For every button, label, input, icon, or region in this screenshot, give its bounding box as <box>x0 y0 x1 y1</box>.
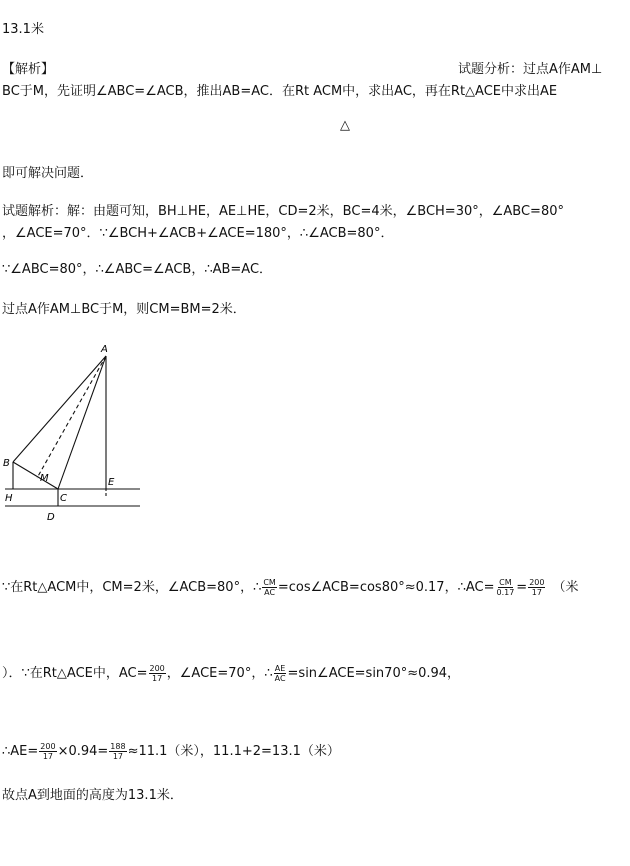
fraction-188-17 <box>109 742 126 761</box>
solution-line3: ∵∠ABC=80°，∴∠ABC=∠ACB，∴AB=AC． <box>2 262 273 277</box>
conclusion-line: 故点A到地面的高度为13.1米． <box>2 788 183 803</box>
fraction-numerator: AE <box>274 664 286 673</box>
fraction-numerator: CM <box>263 578 276 587</box>
line-AC <box>58 356 106 489</box>
geometry-figure <box>0 338 150 528</box>
fraction-denominator: 17 <box>152 674 163 683</box>
fraction-numerator: 200 <box>529 578 545 587</box>
line6-text-c: =sin∠ACE=sin70°≈0.94， <box>287 666 461 681</box>
analysis-tag: 【解析】 <box>2 62 55 77</box>
line5-text-a: ∵在Rt△ACM中，CM=2米，∠ACB=80°，∴ <box>2 580 262 595</box>
fraction-numerator: 188 <box>110 742 126 751</box>
fraction-denominator: AC <box>264 588 276 597</box>
analysis-summary-line3: 即可解决问题． <box>2 166 94 181</box>
answer-line: 13.1米 <box>2 22 44 37</box>
line6-text-b: ，∠ACE=70°，∴ <box>166 666 273 681</box>
fraction-cm-017 <box>495 578 515 597</box>
fraction-200-17 <box>149 664 166 683</box>
label-H: H <box>5 493 13 504</box>
line7-text-b: ×0.94= <box>57 744 109 759</box>
fraction-numerator: CM <box>499 578 512 587</box>
line7-text-a: ∴AE= <box>2 744 39 759</box>
analysis-summary-line2: BC于M，先证明∠ABC=∠ACB，推出AB=AC．在Rt ACM中，求出AC，再在Rt△ACE中求出AE <box>2 84 558 99</box>
line5-text-d: （米 <box>552 580 579 595</box>
fraction-denominator: 17 <box>112 752 124 761</box>
line6-text-a: ）．∵在Rt△ACE中，AC= <box>2 666 148 681</box>
fraction-200-17 <box>39 742 56 761</box>
label-B: B <box>3 458 10 469</box>
fraction-numerator: 200 <box>149 664 165 673</box>
line5-text-c: = <box>516 580 528 595</box>
fraction-denominator: 17 <box>42 752 54 761</box>
label-M: M <box>40 473 49 484</box>
solution-line5 <box>2 578 579 597</box>
label-C: C <box>60 493 67 504</box>
solution-line4: 过点A作AM⊥BC于M，则CM=BM=2米． <box>2 302 246 317</box>
line7-text-c: ≈11.1（米），11.1+2=13.1（米） <box>127 744 340 759</box>
label-E: E <box>108 477 115 488</box>
fraction-denominator: 17 <box>531 588 542 597</box>
solution-line6 <box>2 664 460 683</box>
solution-line7 <box>2 742 340 761</box>
fraction-denominator: AC <box>274 674 286 683</box>
line-AM <box>37 356 106 478</box>
solution-line2: ，∠ACE=70°．∵∠BCH+∠ACB+∠ACE=180°，∴∠ACB=80°． <box>2 226 394 241</box>
solution-line1: 试题解析：解：由题可知，BH⊥HE，AE⊥HE，CD=2米，BC=4米，∠BCH=30°，∠ABC=80° <box>2 204 564 219</box>
label-A: A <box>101 344 108 355</box>
line-BC <box>13 462 58 489</box>
fraction-200-17 <box>528 578 545 597</box>
label-D: D <box>47 512 55 523</box>
fraction-ae-ac <box>274 664 287 683</box>
fraction-denominator: 0.17 <box>496 588 515 597</box>
fraction-numerator: 200 <box>40 742 56 751</box>
fraction-cm-ac <box>262 578 277 597</box>
line5-text-b: =cos∠ACB=cos80°≈0.17，∴AC= <box>277 580 495 595</box>
analysis-summary-lead: 试题分析：过点A作AM⊥ <box>458 62 603 77</box>
triangle-mark: △ <box>340 118 350 133</box>
line-AB <box>13 356 106 462</box>
